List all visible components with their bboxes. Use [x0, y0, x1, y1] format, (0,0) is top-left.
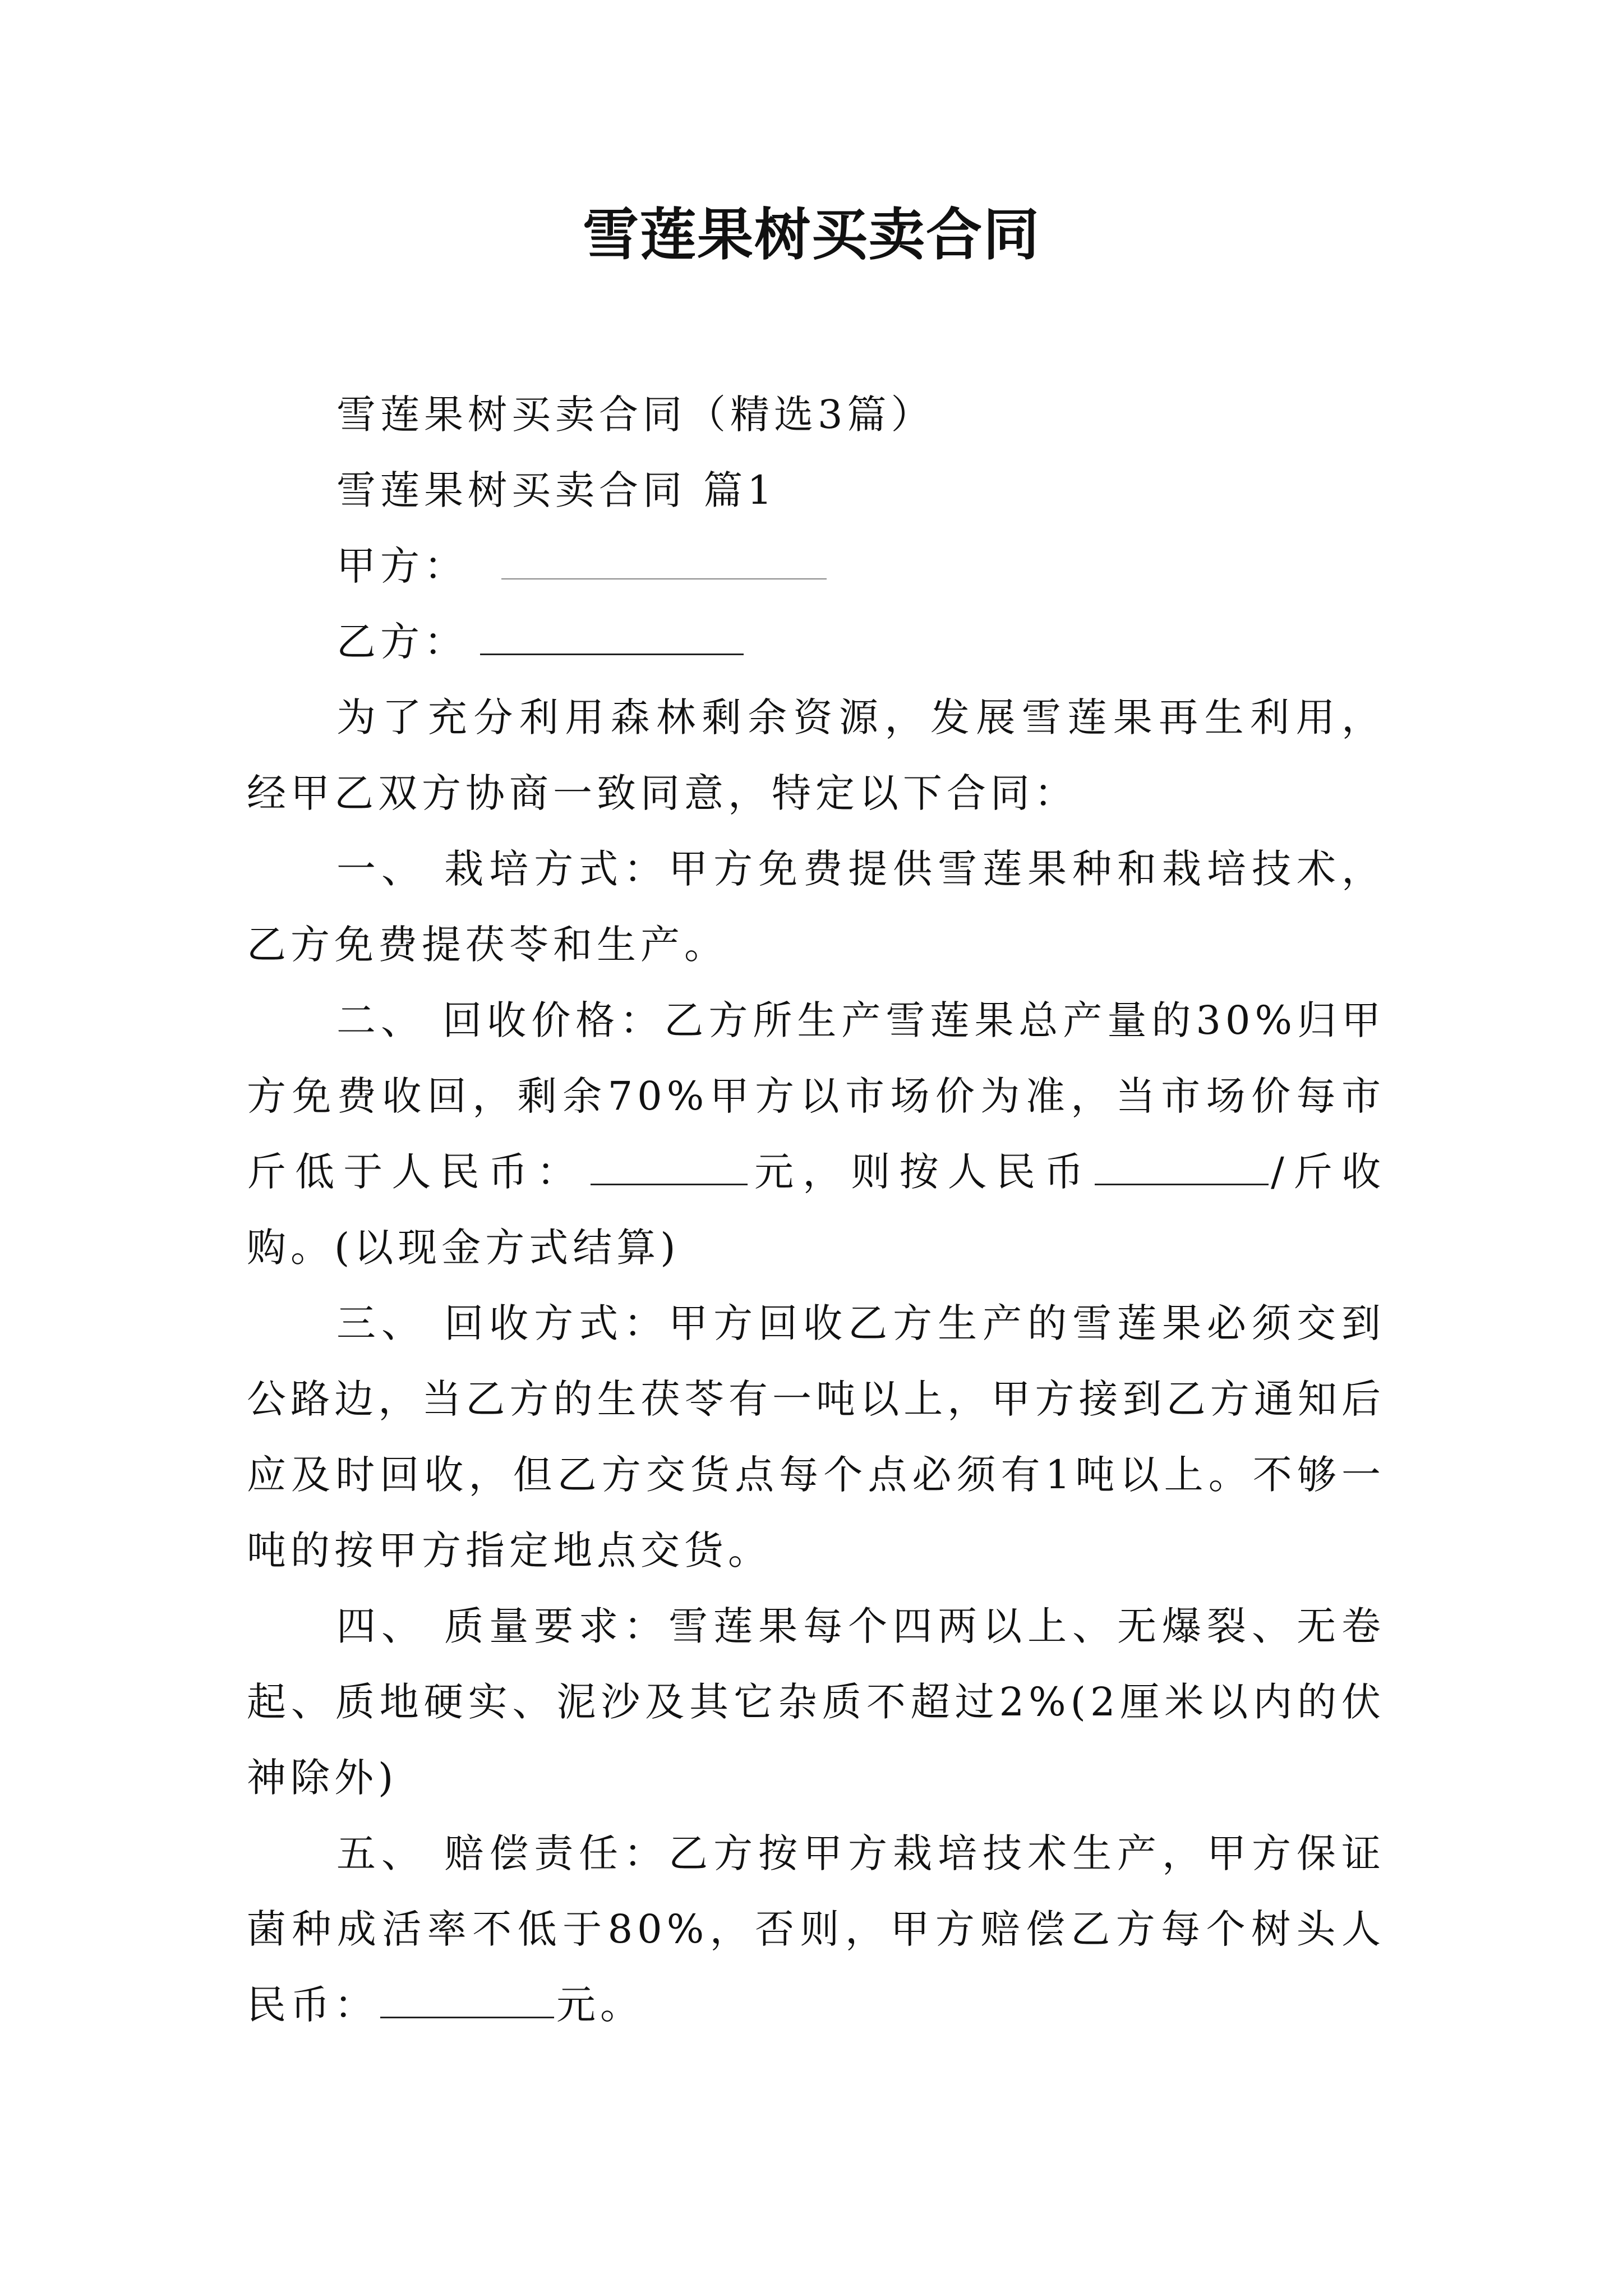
clause-2-text-b: 元，则按人民币: [750, 1149, 1093, 1195]
clause-2-text-c: /斤收购。(以现金方式结算): [247, 1149, 1386, 1271]
party-b-label: 乙方：: [336, 619, 468, 665]
purchase-price-blank: [1095, 1144, 1269, 1185]
clause-2: [247, 983, 1385, 1286]
party-b-blank: [480, 614, 744, 655]
party-b-line: [247, 604, 1385, 680]
clause-5: [247, 1816, 1385, 2043]
document-subtitle: [247, 377, 1385, 453]
clause-4: [247, 1589, 1385, 1816]
clause-2-text-a: 二、 回收价格：乙方所生产雪莲果总产量的30%归甲方免费收回，剩余70%甲方以市场价为准，当市场价每市斤低于人民币：: [247, 997, 1385, 1195]
clause-5-text-a: 五、 赔偿责任：乙方按甲方栽培技术生产，甲方保证菌种成活率不低于80%，否则，甲方赔偿乙方每个树头人民币：: [247, 1830, 1385, 2028]
clause-3: [247, 1286, 1385, 1589]
party-a-line: [247, 528, 1385, 604]
clause-5-text-b: 元。: [556, 1982, 644, 2028]
subtitle-text: 雪莲果树买卖合同（精选3篇）: [336, 392, 935, 438]
compensation-blank: [380, 1977, 554, 2018]
intro-paragraph: [247, 680, 1385, 831]
clause-4-text: 四、 质量要求：雪莲果每个四两以上、无爆裂、无卷起、质地硬实、泥沙及其它杂质不超过2%(2厘米以内的伏神除外): [247, 1603, 1385, 1801]
clause-3-text: 三、 回收方式：甲方回收乙方生产的雪莲果必须交到公路边，当乙方的生茯苓有一吨以上，甲方接到乙方通知后应及时回收，但乙方交货点每个点必须有1吨以上。不够一吨的按甲方指定地点交货。: [247, 1300, 1385, 1573]
section-heading-text: 雪莲果树买卖合同 篇1: [336, 467, 777, 513]
document-title: 雪莲果树买卖合同: [583, 201, 1040, 268]
price-threshold-blank: [591, 1144, 748, 1185]
section-heading: [247, 453, 1385, 528]
document-body: [247, 377, 1385, 2043]
party-a-label: 甲方：: [336, 543, 468, 589]
clause-1-text: 一、 栽培方式：甲方免费提供雪莲果种和栽培技术，乙方免费提茯苓和生产。: [247, 846, 1385, 968]
intro-text: 为了充分利用森林剩余资源，发展雪莲果再生利用，经甲乙双方协商一致同意，特定以下合同：: [247, 694, 1385, 816]
party-a-blank: [501, 539, 827, 579]
clause-1: [247, 831, 1385, 983]
